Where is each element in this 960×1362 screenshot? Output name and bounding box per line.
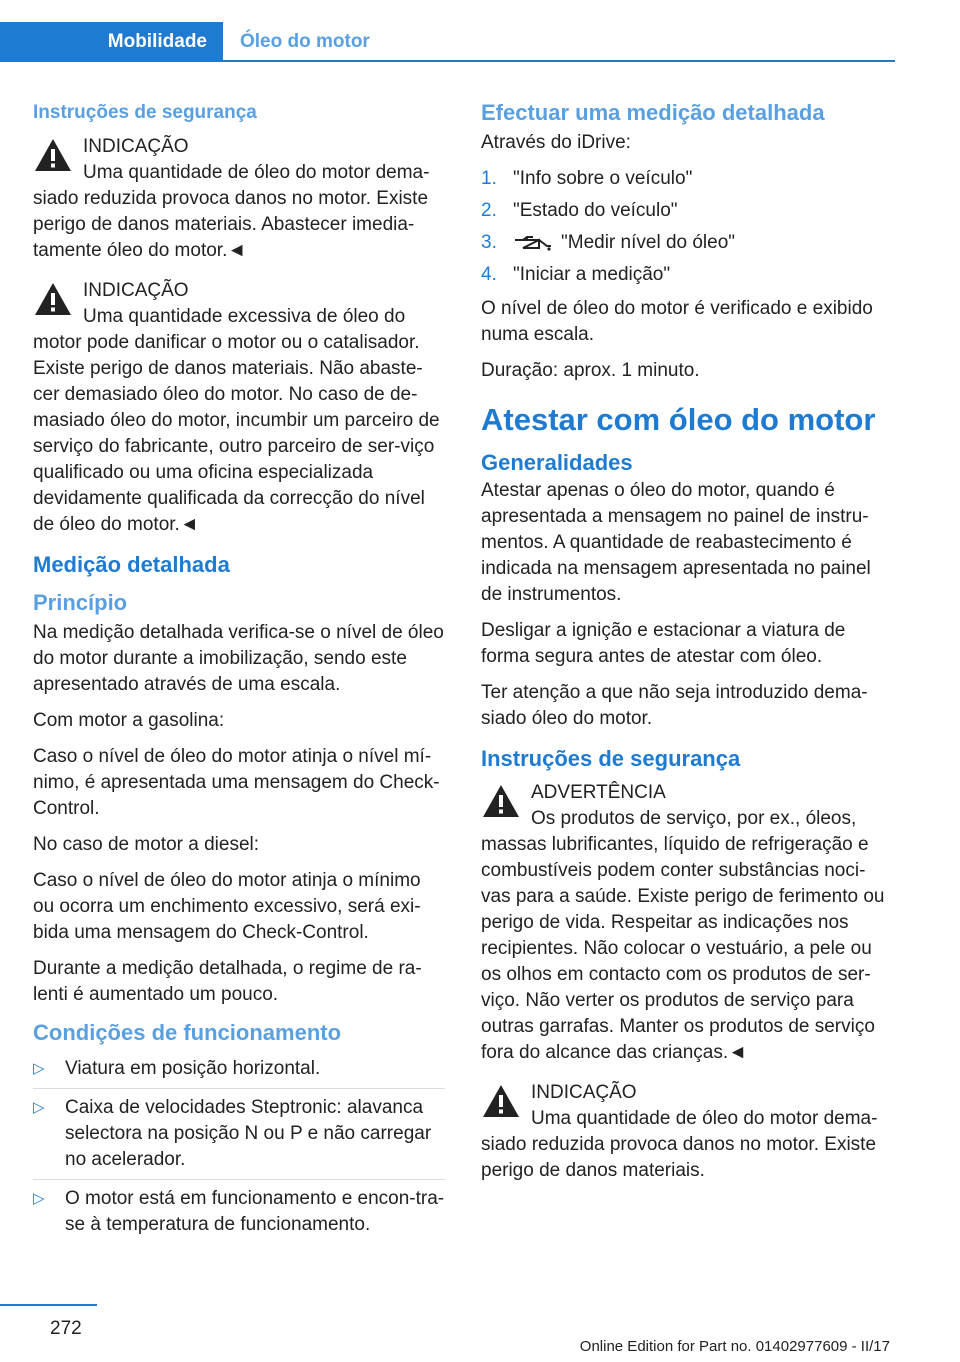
list-item xyxy=(481,230,893,256)
warning-note xyxy=(33,134,445,264)
paragraph: Caso o nível de óleo do motor atinja o nível mí-nimo, é apresentada uma mensagem do Check-Control. xyxy=(33,746,440,819)
paragraph: Caso o nível de óleo do motor atinja o mínimo ou ocorra um enchimento excessivo, será exi-bida uma mensagem do Check-Control. xyxy=(33,870,421,943)
header-rule xyxy=(0,60,895,62)
oil-can-icon xyxy=(513,234,553,252)
paragraph: Com motor a gasolina: xyxy=(33,710,225,731)
paragraph: No caso de motor a diesel: xyxy=(33,834,260,855)
conditions-heading: Condições de funcionamento xyxy=(33,1020,342,1045)
warning-triangle-icon xyxy=(33,136,73,174)
warning-note xyxy=(481,780,893,1066)
paragraph: Ter atenção a que não seja introduzido dema-siado óleo do motor. xyxy=(481,682,868,729)
conditions-list xyxy=(33,1050,445,1244)
warning-text: Os produtos de serviço, por ex., óleos, massas lubrificantes, líquido de refrigeração e combustíveis podem conter substâncias noci-vas para a saúde. Existe perigo de ferimento ou perigo de vida. Respeitar as indicações nos recipientes. Não colocar o vestuário, a pele ou os olhos em contacto com os produtos de ser-viço. Não verter os produtos de serviço para outras garrafas. Manter os produtos de serviço fora do alcance das crianças.◄ xyxy=(481,808,885,1063)
list-item xyxy=(481,166,893,192)
step-number: 3. xyxy=(481,232,497,253)
warning-title: INDICAÇÃO xyxy=(83,136,189,157)
bullet-triangle-icon: ▷ xyxy=(33,1190,45,1207)
warning-note xyxy=(33,278,445,538)
warning-triangle-icon xyxy=(481,782,521,820)
step-number: 4. xyxy=(481,264,497,285)
bullet-triangle-icon: ▷ xyxy=(33,1099,45,1116)
safety-heading-right: Instruções de segurança xyxy=(481,746,741,771)
detail-heading: Efectuar uma medição detalhada xyxy=(481,100,825,125)
warning-title: ADVERTÊNCIA xyxy=(531,782,666,803)
paragraph: Atestar apenas o óleo do motor, quando é apresentada a mensagem no painel de instru-mentos. A quantidade de reabastecimento é indicada na mensagem apresentada no painel de instrumentos. xyxy=(481,480,871,605)
steps-list xyxy=(481,166,893,288)
paragraph: Duração: aprox. 1 minuto. xyxy=(481,360,700,381)
edition-note: Online Edition for Part no. 01402977609 - II/17 xyxy=(579,1338,890,1355)
safety-heading-left: Instruções de segurança xyxy=(33,102,257,123)
step-text: "Iniciar a medição" xyxy=(513,264,671,285)
general-heading: Generalidades xyxy=(481,450,633,475)
header-tabs xyxy=(0,22,895,62)
paragraph: O nível de óleo do motor é verificado e exibido numa escala. xyxy=(481,298,873,345)
step-number: 1. xyxy=(481,168,497,189)
paragraph: Desligar a ignição e estacionar a viatura de forma segura antes de atestar com óleo. xyxy=(481,620,846,667)
bullet-triangle-icon: ▷ xyxy=(33,1060,45,1077)
measure-heading: Medição detalhada xyxy=(33,552,230,577)
footer-rule xyxy=(0,1304,97,1306)
list-item xyxy=(481,198,893,224)
paragraph: Na medição detalhada verifica-se o nível de óleo do motor durante a imobilização, sendo este apresentado através de uma escala. xyxy=(33,622,444,695)
list-item-text: Caixa de velocidades Steptronic: alavanca selectora na posição N ou P e não carregar no acelerador. xyxy=(65,1097,432,1170)
warning-text: Uma quantidade de óleo do motor dema-siado reduzida provoca danos no motor. Existe perigo de danos materiais. xyxy=(481,1108,878,1181)
list-item xyxy=(33,1179,445,1244)
principle-heading: Princípio xyxy=(33,590,128,615)
list-item-text: Viatura em posição horizontal. xyxy=(65,1058,321,1079)
step-text: "Info sobre o veículo" xyxy=(513,168,693,189)
list-item-text: O motor está em funcionamento e encon-tra-se à temperatura de funcionamento. xyxy=(65,1188,445,1235)
left-column xyxy=(33,100,445,1244)
warning-title: INDICAÇÃO xyxy=(83,280,189,301)
page-number: 272 xyxy=(50,1318,82,1339)
list-item xyxy=(481,262,893,288)
topup-heading: Atestar com óleo do motor xyxy=(481,402,876,437)
step-text: "Medir nível do óleo" xyxy=(561,232,736,253)
step-number: 2. xyxy=(481,200,497,221)
warning-title: INDICAÇÃO xyxy=(531,1082,637,1103)
list-item xyxy=(33,1050,445,1088)
warning-text: Uma quantidade de óleo do motor dema-siado reduzida provoca danos no motor. Existe perigo de danos materiais. Abastecer imedia-tamente óleo do motor.◄ xyxy=(33,162,430,261)
warning-triangle-icon xyxy=(33,280,73,318)
warning-triangle-icon xyxy=(481,1082,521,1120)
tab-oleo-do-motor[interactable]: Óleo do motor xyxy=(240,31,370,52)
paragraph: Durante a medição detalhada, o regime de ra-lenti é aumentado um pouco. xyxy=(33,958,422,1005)
warning-text: Uma quantidade excessiva de óleo do motor pode danificar o motor ou o catalisador. Existe perigo de danos materiais. Não abaste-cer demasiado óleo do motor. No caso de de-masiado óleo do motor, incumbir um parceiro de serviço do fabricante, outro parceiro de ser-viço qualificado ou uma oficina especializada devidamente qualificada da correcção do nível de óleo do motor.◄ xyxy=(33,306,440,535)
list-item xyxy=(33,1088,445,1179)
step-text: "Estado do veículo" xyxy=(513,200,678,221)
right-column xyxy=(481,100,893,1198)
paragraph: Através do iDrive: xyxy=(481,132,631,153)
tab-mobilidade[interactable]: Mobilidade xyxy=(0,22,223,62)
warning-note xyxy=(481,1080,893,1184)
